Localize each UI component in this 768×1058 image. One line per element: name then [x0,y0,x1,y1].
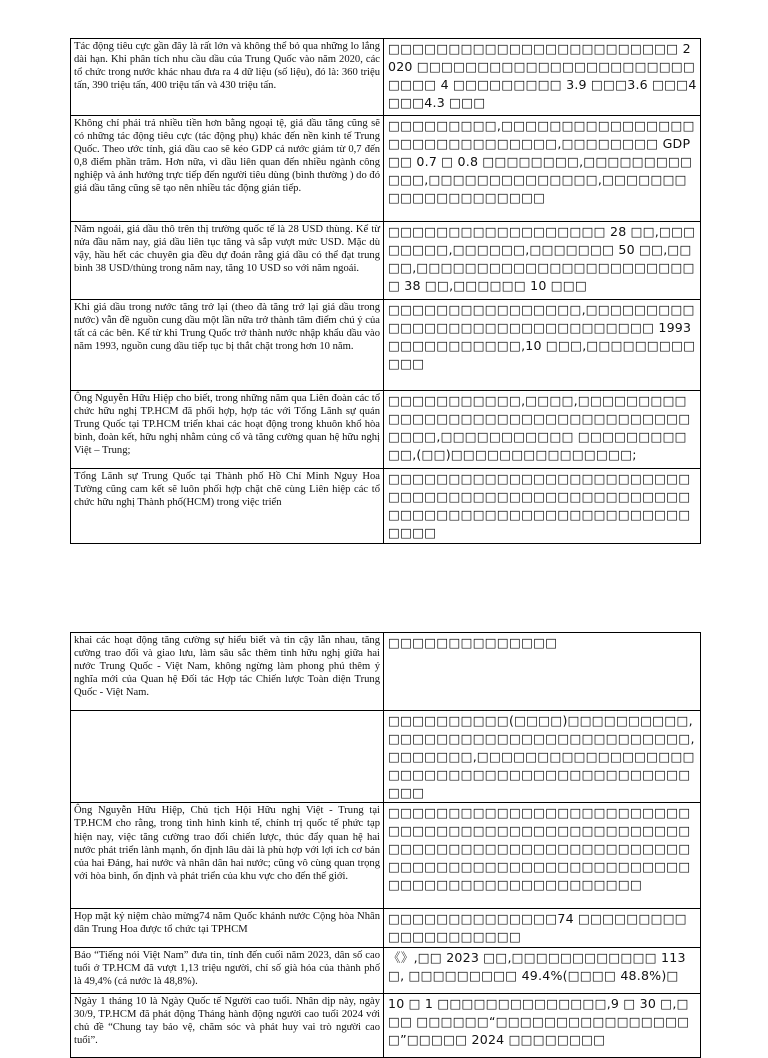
vietnamese-cell: Ông Nguyễn Hữu Hiệp cho biết, trong những năm qua Liên đoàn các tổ chức hữu nghị TP.HCM đã phối hợp, hợp tác với Tổng Lãnh sự quán Trung Quốc tại TP.HCM triển khai các hoạt động trong khuôn khổ hòa bình, đoàn kết, hữu nghị nhằm củng cố và tăng cường quan hệ hữu nghị Việt – Trung; [71,391,384,469]
vietnamese-cell: Khi giá dầu trong nước tăng trở lại (theo đà tăng trở lại giá dầu trong nước) vẫn đề nguồn cung dầu một lần nữa trở thành tâm điểm chú ý của tất cả các bên. Kể từ khi Trung Quốc trở thành nước nhập khẩu dầu vào năm 1993, nguồn cung dầu tiếp tục bị thắt chặt trong hơn 10 năm. [71,300,384,391]
vietnamese-cell [71,711,384,803]
vietnamese-cell: Năm ngoái, giá dầu thô trên thị trường quốc tế là 28 USD thùng. Kể từ nửa đầu năm nay, giá dầu liên tục tăng và sắp vượt mức USD. Mặc dù vậy, hầu hết các chuyên gia đều dự đoán rằng giá dầu có thể đạt trung bình 38 USD/thùng trong năm nay, tăng 10 USD so với năm ngoái. [71,222,384,300]
vietnamese-cell: Không chỉ phải trả nhiều tiền hơn bằng ngoại tệ, giá dầu tăng cũng sẽ có những tác động tiêu cực (tác động phụ) khác đến nền kinh tế Trung Quốc. Theo ước tính, giá dầu cao sẽ kéo GDP cả nước giảm từ 0,7 đến 0,8 điểm phần trăm. Hơn nữa, vì dầu liên quan đến nhiều ngành công nghiệp và ảnh hưởng trực tiếp đến người tiêu dùng (bình thường ) do đó giá dầu tăng cũng sẽ tạo nên nhiều tác động gián tiếp. [71,116,384,222]
table-row [71,803,701,909]
chinese-cell: □□□□□□□□□□□□□□□□□□□□□□□□□□□□□□□□□□□□□□□□□□□□□□□□□□□□□□□□□□□□□□□□□□□□□□□□□□□□□□□ [384,469,701,544]
chinese-cell: □□□□□□□□□□□□□□□□□□□□□□□□□□□□□□□□□□□□□□□□□□□□□□□□□□□□□□□□□□□□□□□□□□□□□□□□□□□□□□□□□□□□□□□□□□□□□□□□□□□□□□□□□□□□□□□□□□□□□□□□□ [384,803,701,909]
vietnamese-cell: Ngày 1 tháng 10 là Ngày Quốc tế Người cao tuổi. Nhân dịp này, ngày 30/9, TP.HCM đã phát động Tháng hành động người cao tuổi 2024 với chủ đề “Chung tay bảo vệ, chăm sóc và phát huy vai trò người cao tuổi”. [71,994,384,1058]
table-row [71,116,701,222]
chinese-cell: 《》,□□ 2023 □□,□□□□□□□□□□□□ 113 □, □□□□□□□□□ 49.4%(□□□□ 48.8%)□ [384,948,701,994]
chinese-cell: □□□□□□□□□□□□□□ [384,633,701,711]
translation-table-2 [70,632,701,1058]
chinese-cell: □□□□□□□□□□□□□□□□□□ 28 □□,□□□□□□□□,□□□□□□,□□□□□□□ 50 □□,□□□□,□□□□□□□□□□□□□□□□□□□□□□□□ 38 □□,□□□□□□ 10 □□□ [384,222,701,300]
chinese-cell: □□□□□□□□□□(□□□□)□□□□□□□□□□,□□□□□□□□□□□□□□□□□□□□□□□□□,□□□□□□□,□□□□□□□□□□□□□□□□□□□□□□□□□□□□□□□□□□□□□□□□□□□□□□ [384,711,701,803]
table-row [71,633,701,711]
vietnamese-cell: Tổng Lãnh sự Trung Quốc tại Thành phố Hồ Chí Minh Nguy Hoa Tường cũng cam kết sẽ luôn phối hợp chặt chẽ cùng Liên hiệp các tổ chức hữu nghị Thành phố(HCM) trong việc triển [71,469,384,544]
table-row [71,711,701,803]
chinese-cell: 10 □ 1 □□□□□□□□□□□□□□,9 □ 30 □,□□□ □□□□□□“□□□□□□□□□□□□□□□□□”□□□□□ 2024 □□□□□□□□ [384,994,701,1058]
vietnamese-cell: Tác động tiêu cực gần đây là rất lớn và không thể bỏ qua những lo lắng dài hạn. Khi phân tích nhu cầu dầu của Trung Quốc vào năm 2020, các tổ chức trong nước khác nhau đưa ra 4 dữ liệu (số liệu), đó là: 360 triệu tấn, 390 triệu tấn, 400 triệu tấn và 430 triệu tấn. [71,39,384,116]
table-row [71,391,701,469]
vietnamese-cell: Báo “Tiếng nói Việt Nam” đưa tin, tính đến cuối năm 2023, dân số cao tuổi ở TP.HCM đã vượt 1,13 triệu người, chỉ số già hóa của thành phố là 49,4% (cả nước là 48,8%). [71,948,384,994]
table-row [71,469,701,544]
table-row [71,300,701,391]
chinese-cell: □□□□□□□□□□□□□□□□,□□□□□□□□□□□□□□□□□□□□□□□□□□□□□□□ 1993 □□□□□□□□□□□,10 □□□,□□□□□□□□□□□□ [384,300,701,391]
chinese-cell: □□□□□□□□□,□□□□□□□□□□□□□□□□□□□□□□□□□□□□□□,□□□□□□□□ GDP □□ 0.7 □ 0.8 □□□□□□□□,□□□□□□□□□□□□,□□□□□□□□□□□□□□,□□□□□□□□□□□□□□□□□□□□ [384,116,701,222]
chinese-cell: □□□□□□□□□□□,□□□□,□□□□□□□□□□□□□□□□□□□□□□□□□□□□□□□□□□□□□□,□□□□□□□□□□□ □□□□□□□□□□□,(□□)□□□□□□□□□□□□□□□; [384,391,701,469]
table-row [71,948,701,994]
vietnamese-cell: khai các hoạt động tăng cường sự hiểu biết và tin cậy lẫn nhau, tăng cường trao đổi và giao lưu, làm sâu sắc thêm tình hữu nghị giữa hai nước Trung Quốc - Việt Nam, không ngừng làm phong phú thêm ý nghĩa mới của Quan hệ Đối tác Hợp tác Chiến lược Toàn diện Trung Quốc - Việt Nam. [71,633,384,711]
chinese-cell: □□□□□□□□□□□□□□□□□□□□□□□□ 2020 □□□□□□□□□□□□□□□□□□□□□□□□□□□ 4 □□□□□□□□□ 3.9 □□□3.6 □□□4 □□□4.3 □□□ [384,39,701,116]
translation-table-1 [70,38,701,544]
chinese-cell: □□□□□□□□□□□□□□74 □□□□□□□□□□□□□□□□□□□□ [384,909,701,948]
table-row [71,222,701,300]
vietnamese-cell: Ông Nguyễn Hữu Hiệp, Chủ tịch Hội Hữu nghị Việt - Trung tại TP.HCM cho rằng, trong tình hình kinh tế, chính trị quốc tế phức tạp hiện nay, việc tăng cường trao đổi chiến lược, thúc đẩy quan hệ hai nước phát triển lành mạnh, ổn định lâu dài là phù hợp với lợi ích cơ bản của hai Đảng, hai nước và nhân dân hai nước; cũng vô cùng quan trọng với hòa bình, ổn định và phát triển của khu vực cho đến thế giới. [71,803,384,909]
table-row [71,39,701,116]
table-row [71,994,701,1058]
vietnamese-cell: Họp mặt kỷ niệm chào mừng74 năm Quốc khánh nước Cộng hòa Nhân dân Trung Hoa được tổ chức tại TPHCM [71,909,384,948]
table-row [71,909,701,948]
